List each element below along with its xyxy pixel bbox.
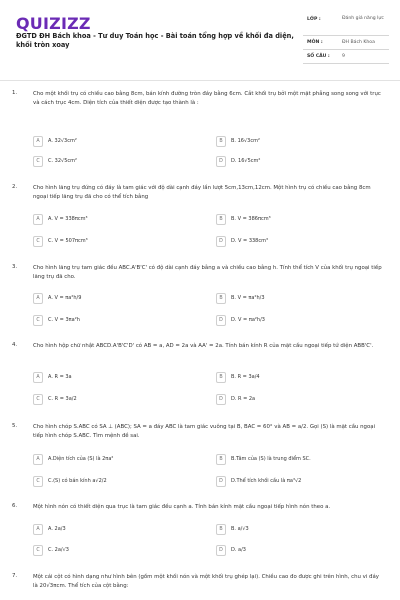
option-text: A. V = 338πcm³: [48, 216, 88, 222]
question-text: Cho hình lăng trụ tam giác đều ABC.A'B'C' có độ dài cạnh đáy bằng a và chiều cao bằng h. Tính thể tích V của khối trụ ngoại tiếp lăng trụ đã cho.: [33, 265, 382, 280]
option-letter: C: [33, 315, 43, 326]
option-a[interactable]: [33, 372, 213, 383]
option-b[interactable]: [216, 214, 396, 225]
option-text: B. V = 386πcm³: [231, 216, 271, 222]
option-letter: C: [33, 545, 43, 556]
option-letter: D: [216, 545, 226, 556]
meta-row-class: [303, 12, 389, 36]
question-text: Một cái cột có hình dạng như hình bên (gồm một khối nón và một khối trụ ghép lại). Chiều cao đo được ghi trên hình, chu vi đáy là 20√3πcm. Thể tích của cột bằng:: [33, 574, 379, 589]
option-letter: A: [33, 214, 43, 225]
option-letter: B: [216, 214, 226, 225]
option-text: A. R = 3a: [48, 374, 72, 380]
option-letter: D: [216, 156, 226, 167]
option-text: B.Tâm của (S) là trung điểm SC.: [231, 456, 311, 462]
option-c[interactable]: [33, 156, 213, 167]
question-number: 7.: [12, 573, 18, 579]
option-letter: A: [33, 372, 43, 383]
header-divider: [0, 80, 400, 81]
option-b[interactable]: [216, 136, 396, 147]
option-d[interactable]: [216, 545, 396, 556]
option-letter: A: [33, 454, 43, 465]
option-text: C. 32√5cm²: [48, 158, 78, 164]
option-a[interactable]: [33, 293, 213, 304]
option-a[interactable]: [33, 454, 213, 465]
option-letter: A: [33, 524, 43, 535]
option-a[interactable]: [33, 524, 213, 535]
option-letter: C: [33, 156, 43, 167]
meta-label-count: SỐ CÂU :: [307, 54, 330, 59]
question-text: Một hình nón có thiết diện qua trục là tam giác đều cạnh a. Tính bán kính mặt cầu ngoại tiếp hình nón theo a.: [33, 504, 331, 510]
option-text: D. 16√5cm²: [231, 158, 261, 164]
option-d[interactable]: [216, 236, 396, 247]
option-a[interactable]: [33, 214, 213, 225]
option-text: B. R = 3a/4: [231, 374, 260, 380]
option-text: D. V = πa²h/3: [231, 317, 265, 323]
option-b[interactable]: [216, 454, 396, 465]
page-title: ĐGTD ĐH Bách khoa - Tư duy Toán học - Bài toán tổng hợp về khối đa diện, khối tròn xoay: [16, 32, 294, 49]
option-letter: D: [216, 315, 226, 326]
option-text: C. V = 507πcm³: [48, 238, 88, 244]
quizizz-logo: QUIZIZZ: [16, 14, 91, 33]
question-text: Cho một khối trụ có chiều cao bằng 8cm, bán kính đường tròn đáy bằng 6cm. Cắt khối trụ bởi một mặt phẳng song song với trục và cách trục 4cm. Diện tích của thiết diện được tạo thành là :: [33, 91, 381, 106]
option-text: D. a/3: [231, 547, 246, 553]
option-letter: A: [33, 136, 43, 147]
option-letter: D: [216, 394, 226, 405]
option-letter: B: [216, 293, 226, 304]
meta-label-subject: MÔN :: [307, 40, 323, 45]
option-b[interactable]: [216, 372, 396, 383]
option-letter: B: [216, 136, 226, 147]
question-number: 5.: [12, 423, 18, 429]
option-letter: D: [216, 236, 226, 247]
question-text: Cho hình chóp S.ABC có SA ⊥ (ABC); SA = a đáy ABC là tam giác vuông tại B, BAC = 60° và AB = a/2. Gọi (S) là mặt cầu ngoại tiếp hình chóp S.ABC. Tìm mệnh đề sai.: [33, 424, 376, 439]
option-text: A.Diện tích của (S) là 2πa²: [48, 456, 114, 462]
option-text: B. V = πa²h/3: [231, 295, 265, 301]
option-text: B. a/√3: [231, 526, 249, 532]
question-number: 2.: [12, 184, 18, 190]
option-text: C.(S) có bán kính a√2/2: [48, 478, 107, 484]
meta-row-subject: [303, 36, 389, 50]
option-text: D. V = 338cm³: [231, 238, 268, 244]
option-c[interactable]: [33, 315, 213, 326]
option-text: A. 32√3cm²: [48, 138, 77, 144]
option-c[interactable]: [33, 236, 213, 247]
option-letter: C: [33, 476, 43, 487]
question-text: Cho hình lăng trụ đứng có đáy là tam giác với độ dài cạnh đáy lần lượt 5cm,13cm,12cm. Một hình trụ có chiều cao bằng 8cm ngoại tiếp lăng trụ đã cho có thể tích bằng: [33, 185, 371, 200]
meta-label-class: LỚP :: [307, 17, 321, 22]
option-letter: B: [216, 524, 226, 535]
option-text: A. 2a/3: [48, 526, 66, 532]
question-number: 4.: [12, 342, 18, 348]
option-a[interactable]: [33, 136, 213, 147]
meta-row-count: [303, 50, 389, 64]
question-text: Cho hình hộp chữ nhật ABCD.A'B'C'D' có AB = a, AD = 2a và AA' = 2a. Tính bán kính R của mặt cầu ngoại tiếp tứ diện ABB'C'.: [33, 343, 374, 349]
meta-value-count: 9: [342, 54, 345, 59]
option-c[interactable]: [33, 545, 213, 556]
meta-box: [303, 12, 389, 64]
meta-value-class: Đánh giá năng lực: [342, 16, 384, 21]
option-d[interactable]: [216, 315, 396, 326]
option-letter: C: [33, 394, 43, 405]
option-text: D.Thể tích khối cầu là πa³√2: [231, 478, 302, 484]
question-number: 1.: [12, 90, 18, 96]
option-text: B. 16√3cm²: [231, 138, 260, 144]
option-letter: A: [33, 293, 43, 304]
option-text: C. V = 3πa²h: [48, 317, 80, 323]
option-c[interactable]: [33, 394, 213, 405]
meta-value-subject: ĐH Bách Khoa: [342, 40, 375, 45]
option-d[interactable]: [216, 156, 396, 167]
option-letter: D: [216, 476, 226, 487]
option-letter: B: [216, 454, 226, 465]
option-letter: B: [216, 372, 226, 383]
option-d[interactable]: [216, 394, 396, 405]
option-b[interactable]: [216, 293, 396, 304]
question-number: 6.: [12, 503, 18, 509]
option-text: C. 2a/√3: [48, 547, 69, 553]
option-text: A. V = πa²h/9: [48, 295, 82, 301]
option-text: C. R = 3a/2: [48, 396, 77, 402]
option-letter: C: [33, 236, 43, 247]
option-b[interactable]: [216, 524, 396, 535]
question-number: 3.: [12, 264, 18, 270]
option-c[interactable]: [33, 476, 213, 487]
option-d[interactable]: [216, 476, 396, 487]
option-text: D. R = 2a: [231, 396, 256, 402]
